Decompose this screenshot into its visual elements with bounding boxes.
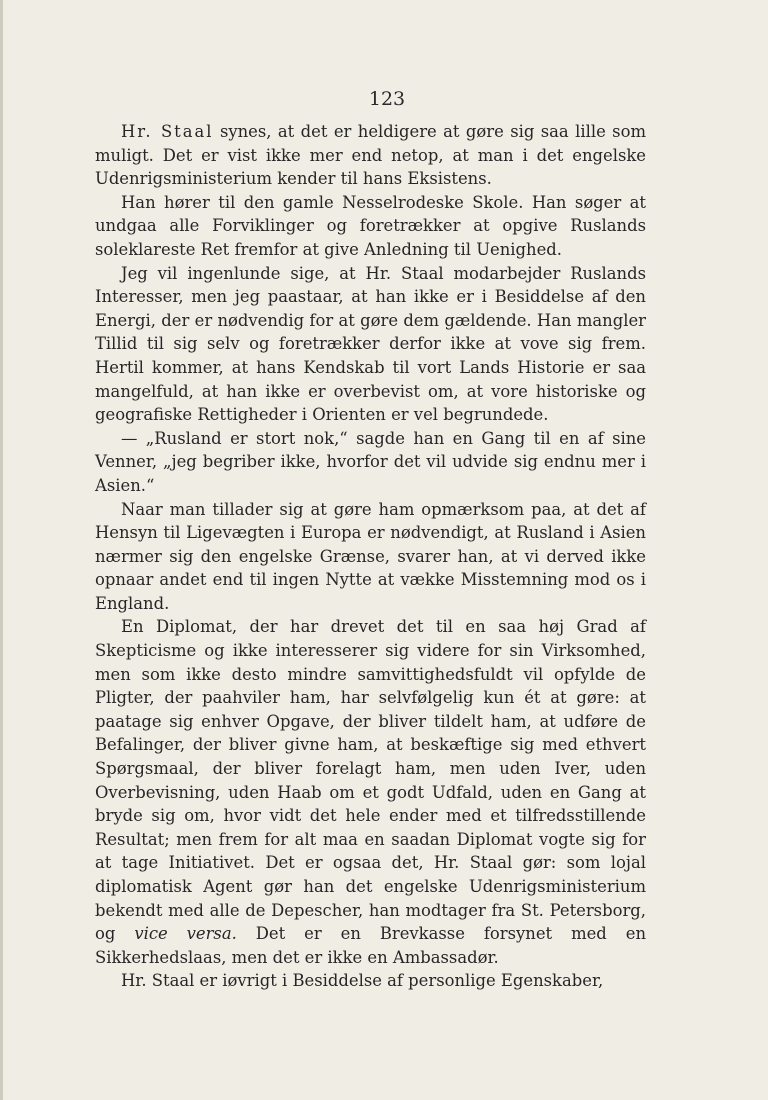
italic-phrase: vice versa. — [134, 924, 237, 944]
paragraph-3: Jeg vil ingenlunde sige, at Hr. Staal modarbejder Ruslands Interesser, men jeg paastaar, at han ikke er i Besiddelse af den Energi, der er nødvendig for at gøre dem gældende. Han mangler Tillid til sig selv og foretrækker derfor ikke at vove sig frem. Hertil kommer, at hans Kendskab til vort Lands Historie er saa mangelfuld, at han ikke er overbevist om, at vore historiske og geografiske Rettigheder i Orienten er vel begrundede. — [95, 263, 646, 425]
paragraph-1-text: synes, at det er heldigere at gøre sig saa lille som muligt. Det er vist ikke mer end netop, at man i det engelske Udenrigsministerium kender til hans Eksistens. — [95, 122, 646, 189]
paragraph-2: Han hører til den gamle Nesselrodeske Skole. Han søger at undgaa alle Forviklinger og foretrækker at opgive Ruslands soleklareste Ret fremfor at give Anledning til Uenighed. — [95, 192, 646, 259]
page-number: 123 — [368, 88, 406, 110]
paragraph-6-text-after: Det er en Brevkasse forsynet med en Sikkerhedslaas, men det er ikke en Ambassadør. — [95, 924, 646, 967]
paragraph-5: Naar man tillader sig at gøre ham opmærksom paa, at det af Hensyn til Ligevægten i Europa er nødvendigt, at Rusland i Asien nærmer sig den engelske Grænse, svarer han, at vi derved ikke opnaar andet end til ingen Nytte at vække Misstemning mod os i England. — [95, 499, 646, 613]
paragraph-4: — „Rusland er stort nok,“ sagde han en Gang til en af sine Venner, „jeg begriber ikke, hvorfor det vil udvide sig endnu mer i Asien.“ — [95, 428, 646, 495]
emphasized-name: Hr. Staal — [121, 122, 214, 141]
body-text — [95, 120, 646, 993]
paragraph-6-text-before: En Diplomat, der har drevet det til en saa høj Grad af Skepticisme og ikke interesserer sig videre for sin Virksomhed, men som ikke desto mindre samvittighedsfuldt vil opfylde de Pligter, der paahviler ham, har selvfølgelig kun ét at gøre: at paatage sig enhver Opgave, der bliver tildelt ham, at udføre de Befalinger, der bliver givne ham, at beskæftige sig med ethvert Spørgsmaal, der bliver forelagt ham, men uden Iver, uden Overbevisning, uden Haab om et godt Udfald, uden en Gang at bryde sig om, hvor vidt det hele ender med et tilfredsstillende Resultat; men frem for alt maa en saadan Diplomat vogte sig for at tage Initiativet. Det er ogsaa det, Hr. Staal gør: som lojal diplomatisk Agent gør han det engelske Udenrigsministerium bekendt med alle de Depescher, han modtager fra St. Petersborg, og — [95, 617, 646, 944]
paragraph-7: Hr. Staal er iøvrigt i Besiddelse af personlige Egenskaber, — [121, 971, 604, 991]
paragraph-1 — [95, 120, 646, 191]
paragraph-6 — [95, 615, 646, 969]
